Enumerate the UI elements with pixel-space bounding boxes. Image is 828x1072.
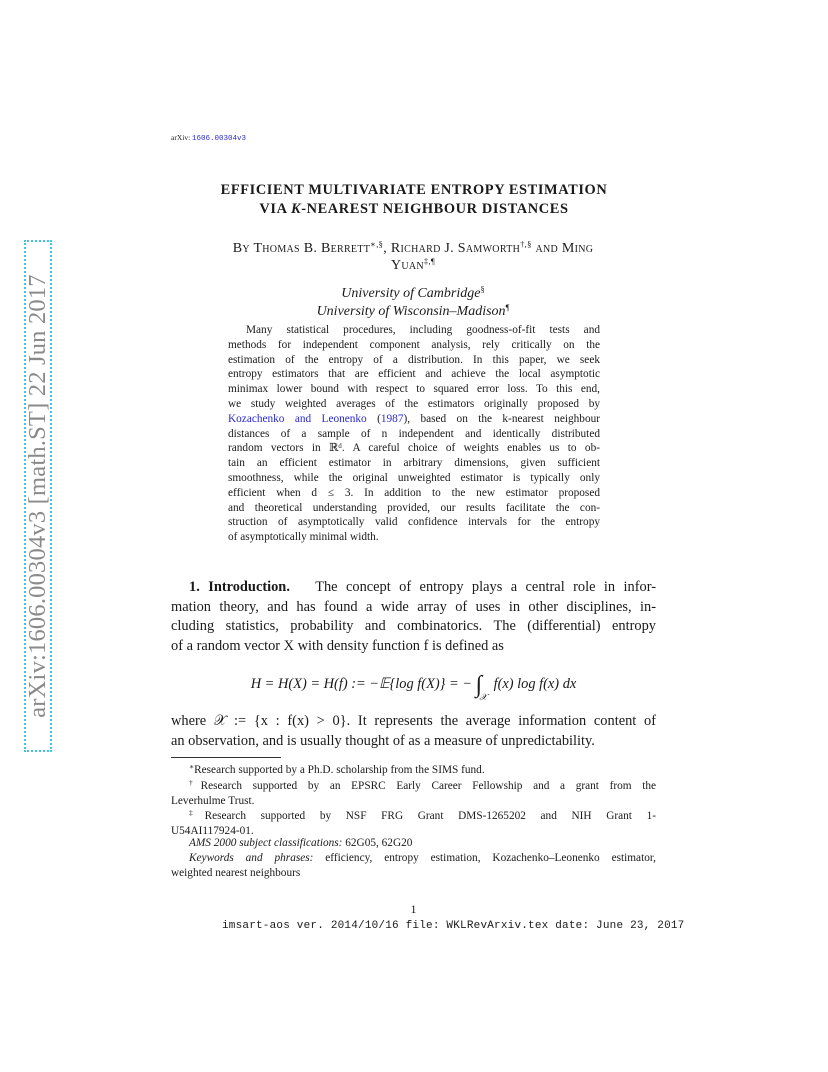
footnote-text: Leverhulme Trust. [171, 794, 255, 807]
abstract-line: efficient when d ≤ 3. In addition to the new estimator proposed [228, 486, 600, 499]
author-yuan-marks[interactable]: ‡,¶ [423, 256, 436, 266]
abstract-line: tain an efficient estimator in arbitrary dimensions, given sufficient [228, 457, 600, 470]
author-samworth: Richard J. Samworth [390, 241, 521, 256]
keywords-text: weighted nearest neighbours [171, 866, 301, 879]
page-number: 1 [410, 902, 417, 916]
citation-link-year[interactable]: 1987 [380, 412, 404, 425]
footnote-2 [171, 776, 656, 808]
abstract-line: entropy estimators that are efficient and achieve the local asymptotic [228, 368, 600, 381]
arxiv-id-link[interactable]: 1606.00304v3 [192, 135, 247, 143]
body-line: an observation, and is usually thought of as a measure of unpredictability. [171, 732, 595, 749]
entropy-equation [171, 668, 656, 702]
post-equation-paragraph [171, 712, 656, 751]
equation-integrand: f(x) log f(x) dx [493, 676, 577, 692]
intro-line: 1. Introduction. The concept of entropy plays a central role in infor- [189, 579, 656, 595]
footnote-mark: ∗ [189, 762, 195, 771]
imsart-footer: imsart-aos ver. 2014/10/16 file: WKLRevArxiv.tex date: June 23, 2017 [222, 920, 685, 932]
abstract-line: distances of a sample of n independent and identically distributed [228, 427, 600, 440]
author-line-1: By Thomas B. Berrett∗,§, Richard J. Samworth†,§ and Ming [232, 239, 594, 256]
introduction-paragraph [171, 578, 656, 656]
footnote-text: Research supported by a Ph.D. scholarship from the SIMS fund. [194, 764, 485, 776]
author-yuan-first: Ming [561, 241, 594, 256]
abstract-line: methods for independent component analysis, rely critically on the [228, 338, 600, 351]
abstract-line: and theoretical understanding provided, our results facilitate the con- [228, 501, 600, 514]
affiliation-cambridge-mark: § [480, 284, 485, 294]
keywords [171, 851, 656, 880]
title-via: VIA [259, 201, 291, 217]
abstract-line: of asymptotically minimal width. [228, 531, 379, 544]
affiliation-wisconsin [170, 298, 656, 321]
abstract-line: struction of asymptotically valid confidence intervals for the entropy [228, 516, 600, 529]
msc-label: AMS 2000 subject classifications: [189, 837, 343, 849]
footnote-text: Research supported by an EPSRC Early Career Fellowship and a grant from the [200, 780, 657, 792]
author-samworth-marks[interactable]: †,§ [520, 239, 532, 249]
integral-domain: 𝒳 [479, 692, 487, 702]
author-berrett-marks[interactable]: ∗,§ [370, 239, 384, 249]
footnote-rule [171, 757, 281, 758]
arxiv-prefix: arXiv: [171, 133, 191, 142]
abstract-line: minimax lower bound with respect to squared error loss. To this end, [228, 383, 600, 396]
abstract-line: estimation of the entropy of a distribution. In this paper, we seek [228, 353, 600, 366]
abstract [228, 323, 600, 545]
msc-codes: 62G05, 62G20 [342, 837, 413, 849]
author-by: By [232, 241, 250, 256]
intro-line: mation theory, and has found a wide array of uses in other disciplines, in- [171, 598, 656, 615]
author-berrett: Thomas B. Berrett [253, 241, 371, 256]
paper-title-line-1: EFFICIENT MULTIVARIATE ENTROPY ESTIMATION [220, 182, 608, 198]
affiliation-wisconsin-name: University of Wisconsin–Madison [316, 304, 506, 319]
footnote-text: Research supported by NSF FRG Grant DMS-1265202 and NIH Grant 1- [204, 810, 656, 822]
citation-link-kozachenko[interactable]: Kozachenko and Leonenko [228, 412, 367, 425]
intro-line: of a random vector X with density function f is defined as [171, 637, 504, 654]
title-k: K [291, 201, 302, 217]
paper-title-line-2 [150, 200, 678, 219]
affiliation-cambridge-name: University of Cambridge [341, 286, 481, 301]
abstract-line: Many statistical procedures, including goodness-of-fit tests and [246, 324, 600, 336]
arxiv-stamp: arXiv:1606.00304v3 [math.ST] 22 Jun 2017 [24, 274, 51, 718]
footnote-3 [171, 806, 656, 838]
footnote-mark: † [189, 778, 201, 787]
integral-sign: ∫ [475, 672, 483, 698]
footnote-1 [171, 760, 656, 778]
affiliation-wisconsin-mark: ¶ [505, 302, 510, 312]
arxiv-reference [171, 133, 246, 143]
keywords-text: efficiency, entropy estimation, Kozachenko–Leonenko estimator, [313, 852, 656, 864]
title-rest: -NEAREST NEIGHBOUR DISTANCES [301, 201, 569, 217]
abstract-line: random vectors in ℝᵈ. A careful choice of weights enables us to ob- [228, 442, 600, 455]
author-yuan-last: Yuan [390, 258, 424, 273]
msc-classification [171, 836, 656, 851]
author-line-2 [170, 253, 656, 274]
abstract-line: smoothness, while the original unweighted estimator is typically only [228, 471, 600, 484]
footnote-mark: ‡ [189, 808, 205, 817]
equation-lhs: H = H(X) = H(f) := −𝔼{log f(X)} = − [250, 676, 473, 692]
section-heading-introduction: 1. Introduction. [189, 579, 290, 595]
body-line: where 𝒳 := {x : f(x) > 0}. It represents the average information content of [171, 713, 656, 729]
abstract-line: we study weighted averages of the estimators originally proposed by [228, 397, 600, 410]
abstract-line: Kozachenko and Leonenko (1987), based on the k-nearest neighbour [228, 412, 601, 425]
author-and: and [535, 241, 559, 256]
intro-line: cluding statistics, probability and combinatorics. The (differential) entropy [171, 618, 656, 634]
keywords-label: Keywords and phrases: [189, 852, 314, 864]
footnote-text: U54AI117924-01. [171, 824, 254, 837]
